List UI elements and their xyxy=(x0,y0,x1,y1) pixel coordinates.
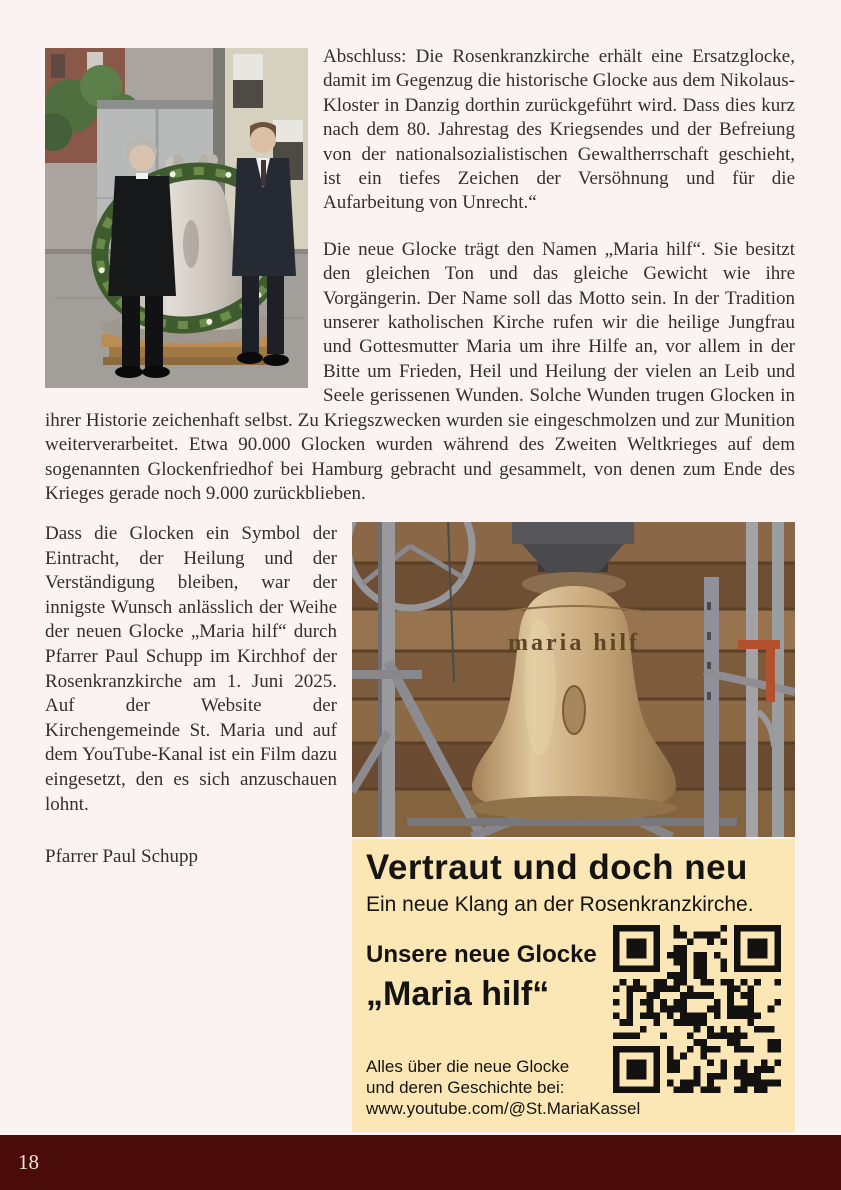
bell-inscription: maria hilf xyxy=(508,630,640,656)
info-box-title: Vertraut und doch neu xyxy=(366,848,748,887)
article-paragraph-3: Dass die Glocken ein Symbol der Eintracht, der Heilung und der Verständigung bleiben, war der innigste Wunsch anlässlich der Weihe der neuen Glocke „Maria hilf“ durch Pfarrer Paul Schupp im Kirchhof der Rosenkranzkirche am 1. Juni 2025. Auf der Website der Kirchengemeinde St. Maria und auf dem YouTube-Kanal ist ein Film dazu eingesetzt, den es sich anzuschauen lohnt. xyxy=(45,523,337,815)
author-byline: Pfarrer Paul Schupp xyxy=(45,846,199,868)
courtyard-photo-illustration xyxy=(45,48,308,388)
page-content xyxy=(45,45,795,1119)
photo-bell-blessing-courtyard xyxy=(45,48,308,388)
page-number: 18 xyxy=(18,1150,39,1174)
article-paragraph-2: Die neue Glocke trägt den Namen „Maria hilf“. Sie besitzt den gleichen Ton und das gleiche Gewicht wie ihre Vorgängerin. Der Name soll das Motto sein. In der Tradition unserer katholischen Kirche rufen wir die heilige Jungfrau und Gottesmutter Maria um ihre Hilfe an, vor allem in der Bitte um Frieden, Heil und Heilung der vielen an Leib und Seele gerissenen Wunden. Solche Wunden trugen Glocken in ihrer Historie zeichenhaft selbst. Zu Kriegszwecken wurden sie eingeschmolzen und zur Munition weiterverarbeitet. Etwa 90.000 Glocken wurden während des Zweiten Weltkrieges auf dem sogenannten Glockenfriedhof bei Hamburg gebracht und gesammelt, von denen zum Ende des Krieges gerade noch 9.000 zurückblieben. xyxy=(45,238,795,504)
youtube-url: www.youtube.com/@St.MariaKassel xyxy=(366,1099,641,1119)
left-text-column xyxy=(45,522,337,1132)
qr-code xyxy=(613,925,781,1093)
info-box-subtitle: Ein neue Klang an der Rosenkranzkirche. xyxy=(366,892,754,916)
right-column xyxy=(352,522,795,1132)
belfry-photo-illustration xyxy=(352,522,795,837)
photo-bell-in-belfry xyxy=(352,522,795,837)
qr-code-svg xyxy=(613,925,781,1093)
article-bottom-section xyxy=(45,522,795,1132)
article-paragraph-1: Abschluss: Die Rosenkranzkirche erhält eine Ersatzglocke, damit im Gegenzug die historische Glocke aus dem Nikolaus-Kloster in Danzig dorthin zurückgeführt wird. Dass dies kurz nach dem 80. Jahrestag des Kriegsendes und der Befreiung von der nationalsozialistischen Gewaltherrschaft geschieht, ist ein tiefes Zeichen der Versöhnung und für die Aufarbeitung von Unrecht.“ xyxy=(323,46,795,214)
article-top-section xyxy=(45,45,795,506)
bell-name-heading: „Maria hilf“ xyxy=(366,974,550,1013)
info-box-lead: Unsere neue Glocke xyxy=(366,940,597,968)
note-line-2: und deren Geschichte bei: xyxy=(366,1077,565,1097)
info-box xyxy=(352,839,795,1132)
note-line-1: Alles über die neue Glocke xyxy=(366,1056,570,1076)
footer-bar xyxy=(0,1135,841,1190)
